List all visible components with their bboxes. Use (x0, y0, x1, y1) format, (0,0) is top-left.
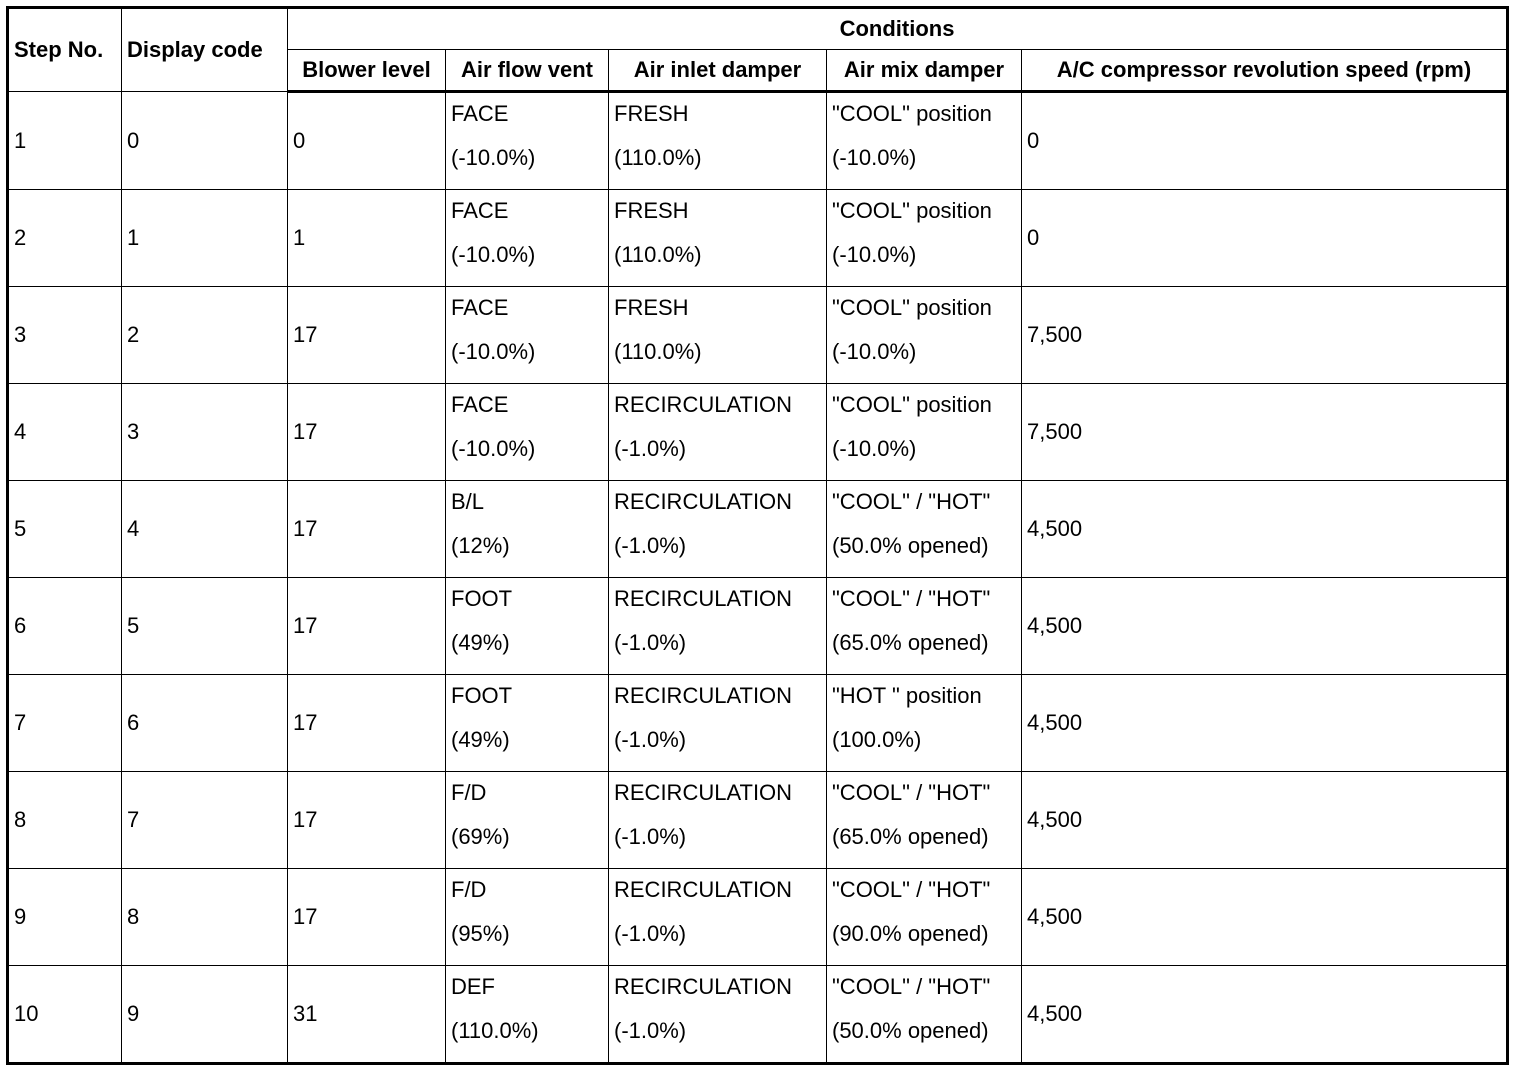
cell-compressor-speed: 4,500 (1022, 772, 1508, 869)
cell-air-flow-vent-label: FACE (451, 198, 509, 223)
cell-blower-level: 17 (288, 675, 446, 772)
header-compressor-speed: A/C compressor revolution speed (rpm) (1022, 50, 1508, 92)
cell-air-mix-damper-label: "COOL" position (832, 101, 992, 126)
cell-air-flow-vent-label: FACE (451, 101, 509, 126)
header-air-flow-vent: Air flow vent (446, 50, 609, 92)
cell-air-inlet-damper-percent: (-1.0%) (614, 921, 687, 946)
cell-air-inlet-damper (609, 966, 827, 1064)
cell-air-flow-vent-label: FACE (451, 295, 509, 320)
cell-air-inlet-damper-percent: (-1.0%) (614, 436, 687, 461)
cell-air-inlet-damper (609, 578, 827, 675)
cell-air-mix-damper (827, 92, 1022, 190)
cell-air-mix-damper-percent: (90.0% opened) (832, 921, 989, 946)
cell-air-mix-damper (827, 481, 1022, 578)
cell-display-code: 9 (122, 966, 288, 1064)
cell-air-inlet-damper-label: FRESH (614, 198, 689, 223)
table-header (8, 8, 1508, 92)
cell-air-mix-damper-percent: (65.0% opened) (832, 824, 989, 849)
cell-air-mix-damper-percent: (-10.0%) (832, 145, 917, 170)
cell-air-flow-vent-percent: (12%) (451, 533, 510, 558)
cell-air-mix-damper (827, 287, 1022, 384)
cell-air-flow-vent (446, 772, 609, 869)
cell-air-mix-damper-label: "COOL" position (832, 295, 992, 320)
cell-display-code: 5 (122, 578, 288, 675)
cell-step-no: 5 (8, 481, 122, 578)
header-step-no: Step No. (8, 8, 122, 92)
cell-air-flow-vent (446, 190, 609, 287)
header-air-inlet-damper: Air inlet damper (609, 50, 827, 92)
cell-display-code: 4 (122, 481, 288, 578)
table-row (8, 675, 1508, 772)
cell-air-mix-damper-label: "COOL" / "HOT" (832, 489, 991, 514)
cell-compressor-speed: 7,500 (1022, 287, 1508, 384)
cell-air-flow-vent-percent: (-10.0%) (451, 145, 536, 170)
cell-air-inlet-damper-percent: (-1.0%) (614, 533, 687, 558)
cell-step-no: 2 (8, 190, 122, 287)
cell-air-flow-vent (446, 287, 609, 384)
cell-air-inlet-damper-label: RECIRCULATION (614, 780, 793, 805)
cell-air-mix-damper-label: "COOL" position (832, 392, 992, 417)
cell-air-flow-vent (446, 675, 609, 772)
header-conditions: Conditions (288, 8, 1508, 50)
cell-air-mix-damper-label: "HOT " position (832, 683, 982, 708)
cell-air-flow-vent-percent: (49%) (451, 630, 510, 655)
cell-air-inlet-damper-percent: (110.0%) (614, 145, 702, 170)
cell-air-mix-damper (827, 869, 1022, 966)
cell-air-mix-damper-percent: (65.0% opened) (832, 630, 989, 655)
cell-air-inlet-damper-percent: (110.0%) (614, 339, 702, 364)
table-body (8, 92, 1508, 1064)
table-row (8, 92, 1508, 190)
cell-air-flow-vent-label: F/D (451, 780, 487, 805)
header-blower-level: Blower level (288, 50, 446, 92)
cell-display-code: 7 (122, 772, 288, 869)
cell-air-flow-vent-label: B/L (451, 489, 485, 514)
cell-air-mix-damper (827, 578, 1022, 675)
cell-air-mix-damper (827, 966, 1022, 1064)
cell-air-inlet-damper-label: RECIRCULATION (614, 877, 793, 902)
cell-air-inlet-damper (609, 190, 827, 287)
cell-air-inlet-damper-label: RECIRCULATION (614, 974, 793, 999)
cell-air-inlet-damper-percent: (-1.0%) (614, 727, 687, 752)
cell-air-flow-vent-label: DEF (451, 974, 495, 999)
cell-air-inlet-damper (609, 287, 827, 384)
cell-blower-level: 0 (288, 92, 446, 190)
cell-air-inlet-damper-percent: (110.0%) (614, 242, 702, 267)
cell-air-flow-vent-percent: (110.0%) (451, 1018, 539, 1043)
table-row (8, 190, 1508, 287)
cell-air-mix-damper-percent: (-10.0%) (832, 339, 917, 364)
cell-air-inlet-damper-percent: (-1.0%) (614, 630, 687, 655)
cell-blower-level: 1 (288, 190, 446, 287)
document-page (6, 6, 1506, 1064)
cell-air-mix-damper (827, 190, 1022, 287)
cell-air-mix-damper-label: "COOL" / "HOT" (832, 780, 991, 805)
table-row (8, 578, 1508, 675)
cell-air-mix-damper-percent: (-10.0%) (832, 436, 917, 461)
cell-air-flow-vent (446, 481, 609, 578)
cell-display-code: 6 (122, 675, 288, 772)
cell-air-inlet-damper-percent: (-1.0%) (614, 824, 687, 849)
cell-display-code: 3 (122, 384, 288, 481)
cell-air-flow-vent-percent: (49%) (451, 727, 510, 752)
cell-air-inlet-damper-percent: (-1.0%) (614, 1018, 687, 1043)
cell-air-flow-vent-label: FOOT (451, 683, 513, 708)
cell-air-mix-damper (827, 675, 1022, 772)
cell-display-code: 2 (122, 287, 288, 384)
cell-blower-level: 17 (288, 578, 446, 675)
cell-air-inlet-damper (609, 869, 827, 966)
cell-step-no: 10 (8, 966, 122, 1064)
cell-air-flow-vent-label: FOOT (451, 586, 513, 611)
cell-air-flow-vent-percent: (95%) (451, 921, 510, 946)
cell-air-mix-damper-percent: (-10.0%) (832, 242, 917, 267)
header-row-1 (8, 8, 1508, 50)
cell-air-inlet-damper-label: FRESH (614, 295, 689, 320)
cell-blower-level: 17 (288, 481, 446, 578)
cell-air-inlet-damper-label: RECIRCULATION (614, 586, 793, 611)
cell-step-no: 9 (8, 869, 122, 966)
cell-air-mix-damper-label: "COOL" / "HOT" (832, 974, 991, 999)
cell-step-no: 8 (8, 772, 122, 869)
cell-air-flow-vent-percent: (-10.0%) (451, 339, 536, 364)
cell-blower-level: 17 (288, 287, 446, 384)
cell-air-inlet-damper (609, 772, 827, 869)
table-row (8, 966, 1508, 1064)
cell-air-flow-vent-percent: (-10.0%) (451, 436, 536, 461)
cell-air-mix-damper-label: "COOL" position (832, 198, 992, 223)
cell-air-flow-vent-percent: (-10.0%) (451, 242, 536, 267)
cell-step-no: 3 (8, 287, 122, 384)
cell-blower-level: 17 (288, 384, 446, 481)
cell-compressor-speed: 4,500 (1022, 966, 1508, 1064)
cell-air-inlet-damper (609, 481, 827, 578)
cell-air-flow-vent (446, 92, 609, 190)
cell-air-mix-damper (827, 384, 1022, 481)
cell-display-code: 1 (122, 190, 288, 287)
cell-air-inlet-damper (609, 92, 827, 190)
cell-air-inlet-damper (609, 384, 827, 481)
cell-air-mix-damper-percent: (100.0%) (832, 727, 922, 752)
cell-air-flow-vent-label: F/D (451, 877, 487, 902)
cell-air-mix-damper-percent: (50.0% opened) (832, 1018, 989, 1043)
cell-air-mix-damper-percent: (50.0% opened) (832, 533, 989, 558)
table-row (8, 384, 1508, 481)
cell-compressor-speed: 4,500 (1022, 675, 1508, 772)
cell-air-inlet-damper-label: RECIRCULATION (614, 489, 793, 514)
table-row (8, 287, 1508, 384)
cell-air-inlet-damper-label: RECIRCULATION (614, 683, 793, 708)
cell-air-flow-vent-label: FACE (451, 392, 509, 417)
table-row (8, 772, 1508, 869)
cell-air-mix-damper-label: "COOL" / "HOT" (832, 586, 991, 611)
cell-compressor-speed: 4,500 (1022, 578, 1508, 675)
cell-air-flow-vent-percent: (69%) (451, 824, 510, 849)
cell-display-code: 0 (122, 92, 288, 190)
cell-compressor-speed: 4,500 (1022, 869, 1508, 966)
cell-compressor-speed: 4,500 (1022, 481, 1508, 578)
header-air-mix-damper: Air mix damper (827, 50, 1022, 92)
cell-air-flow-vent (446, 578, 609, 675)
cell-air-mix-damper (827, 772, 1022, 869)
cell-blower-level: 17 (288, 869, 446, 966)
cell-air-mix-damper-label: "COOL" / "HOT" (832, 877, 991, 902)
cell-air-inlet-damper-label: FRESH (614, 101, 689, 126)
ac-test-conditions-table (6, 6, 1509, 1065)
cell-air-flow-vent (446, 966, 609, 1064)
cell-air-inlet-damper-label: RECIRCULATION (614, 392, 793, 417)
cell-blower-level: 31 (288, 966, 446, 1064)
cell-air-inlet-damper (609, 675, 827, 772)
cell-air-flow-vent (446, 869, 609, 966)
cell-blower-level: 17 (288, 772, 446, 869)
cell-air-flow-vent (446, 384, 609, 481)
cell-compressor-speed: 7,500 (1022, 384, 1508, 481)
cell-step-no: 1 (8, 92, 122, 190)
table-row (8, 481, 1508, 578)
header-display-code: Display code (122, 8, 288, 92)
cell-step-no: 4 (8, 384, 122, 481)
cell-compressor-speed: 0 (1022, 92, 1508, 190)
cell-step-no: 6 (8, 578, 122, 675)
table-row (8, 869, 1508, 966)
cell-display-code: 8 (122, 869, 288, 966)
cell-compressor-speed: 0 (1022, 190, 1508, 287)
cell-step-no: 7 (8, 675, 122, 772)
